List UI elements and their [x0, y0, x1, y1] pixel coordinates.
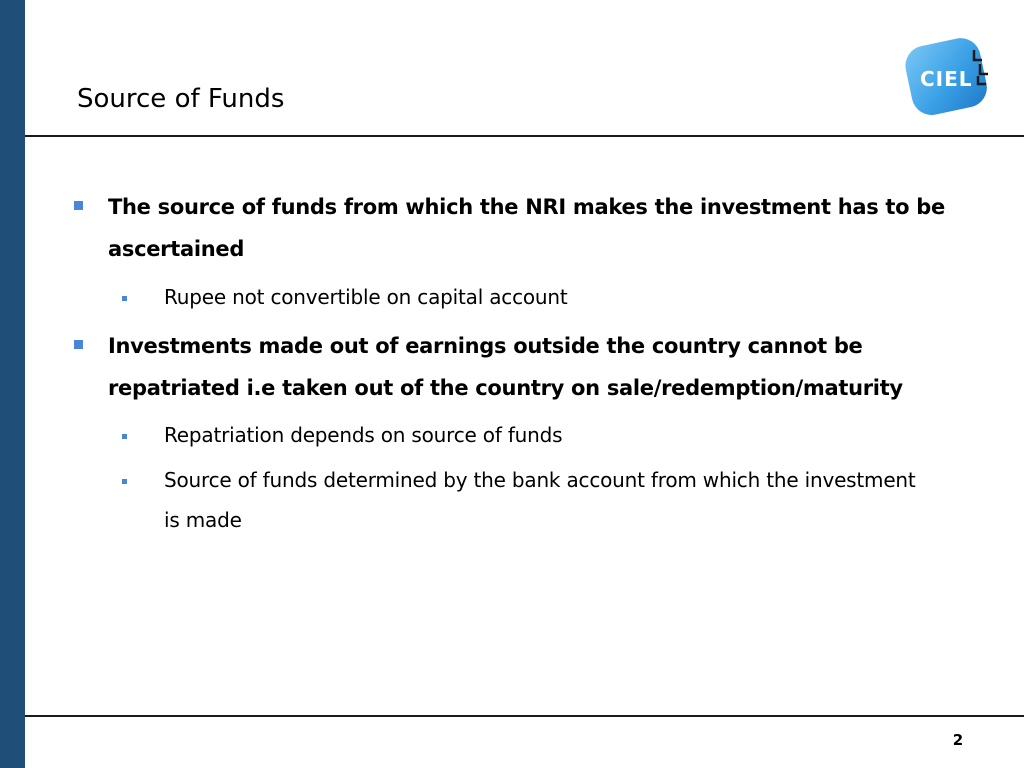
svg-text:CIEL: CIEL: [920, 67, 973, 91]
bullet-marker: [74, 340, 83, 349]
bullet-marker: [74, 201, 83, 210]
sub-bullet-marker: [122, 296, 127, 301]
bullet-text: The source of funds from which the NRI makes the investment has to be ascertained: [108, 195, 945, 261]
sub-bullet-text: Rupee not convertible on capital account: [164, 285, 568, 309]
slide-title: Source of Funds: [77, 84, 285, 114]
left-accent-bar: [0, 0, 25, 768]
page-number: 2: [952, 731, 964, 749]
header-divider: [25, 135, 1024, 137]
sub-bullet-marker: [122, 434, 127, 439]
sub-bullet-marker: [122, 479, 127, 484]
sub-bullet-text: Repatriation depends on source of funds: [164, 423, 563, 447]
sub-bullet-text: Source of funds determined by the bank account from which the investment is made: [164, 468, 916, 532]
bullet-text: Investments made out of earnings outside the country cannot be repatriated i.e taken out of the country on sale/redemption/maturity: [108, 334, 903, 400]
ciel-logo-icon: [900, 30, 996, 120]
footer-divider: [25, 715, 1024, 717]
